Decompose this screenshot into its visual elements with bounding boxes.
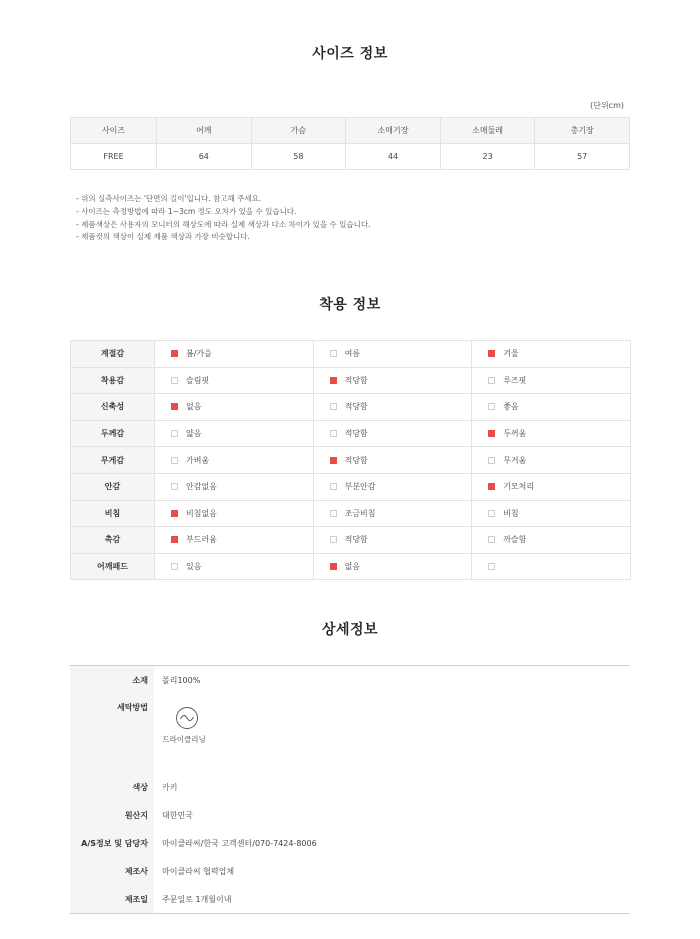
unchecked-box-icon bbox=[330, 510, 337, 517]
detail-row bbox=[70, 862, 630, 882]
wear-table bbox=[70, 340, 631, 580]
size-note: - 사이즈는 측정방법에 따라 1~3cm 정도 오차가 있을 수 있습니다. bbox=[76, 206, 297, 216]
wear-row-label: 무게감 bbox=[71, 447, 155, 474]
wear-row bbox=[71, 473, 631, 500]
unchecked-box-icon bbox=[488, 563, 495, 570]
detail-label: 소재 bbox=[132, 676, 148, 685]
wear-option-label: 루즈핏 bbox=[503, 375, 527, 385]
checked-box-icon bbox=[330, 457, 337, 464]
size-header-cell: 소매둘레 bbox=[440, 118, 535, 144]
wear-option bbox=[313, 527, 472, 554]
detail-row-material bbox=[70, 671, 630, 691]
detail-row bbox=[70, 834, 630, 854]
unchecked-box-icon bbox=[171, 483, 178, 490]
wear-option-label: 두꺼움 bbox=[503, 429, 527, 439]
wear-option bbox=[313, 394, 472, 421]
checked-box-icon bbox=[488, 483, 495, 490]
wear-row bbox=[71, 527, 631, 554]
wear-option bbox=[472, 367, 631, 394]
detail-info-title: 상세정보 bbox=[321, 622, 379, 638]
wear-row-label: 계절감 bbox=[71, 341, 155, 368]
unchecked-box-icon bbox=[488, 510, 495, 517]
wear-option-label: 안감없음 bbox=[186, 482, 217, 492]
wear-option-label: 적당함 bbox=[344, 535, 368, 545]
unchecked-box-icon bbox=[488, 457, 495, 464]
wear-option bbox=[313, 420, 472, 447]
wear-option-label: 없음 bbox=[186, 402, 202, 412]
unchecked-box-icon bbox=[330, 536, 337, 543]
wear-option-label: 적당함 bbox=[344, 375, 368, 385]
unchecked-box-icon bbox=[330, 483, 337, 490]
wear-option bbox=[155, 527, 314, 554]
wear-option bbox=[472, 527, 631, 554]
unchecked-box-icon bbox=[488, 377, 495, 384]
unchecked-box-icon bbox=[488, 536, 495, 543]
wear-option-label: 적당함 bbox=[344, 455, 368, 465]
dry-cleaning-icon bbox=[175, 706, 199, 730]
size-cell: 64 bbox=[157, 144, 252, 170]
detail-row-washing bbox=[70, 698, 630, 718]
size-note: - 위의 실측사이즈는 '단면의 길이'입니다. 참고해 주세요. bbox=[76, 194, 262, 203]
unchecked-box-icon bbox=[171, 563, 178, 570]
size-cell: 44 bbox=[346, 144, 441, 170]
size-table bbox=[70, 117, 630, 170]
wear-option-label: 슬림핏 bbox=[186, 375, 210, 385]
size-note: - 제품컷의 색상이 실제 제품 색상과 가장 비슷합니다. bbox=[76, 232, 250, 242]
checked-box-icon bbox=[488, 430, 495, 437]
detail-label: 색상 bbox=[132, 783, 148, 792]
wear-option bbox=[155, 500, 314, 527]
unchecked-box-icon bbox=[330, 403, 337, 410]
size-cell: 23 bbox=[440, 144, 535, 170]
size-cell: 58 bbox=[251, 144, 346, 170]
wear-option-label: 부분안감 bbox=[344, 482, 376, 492]
wear-option bbox=[155, 341, 314, 368]
detail-value: 폴리100% bbox=[162, 676, 201, 685]
detail-value: 카키 bbox=[162, 783, 178, 792]
unchecked-box-icon bbox=[171, 430, 178, 437]
size-table-header-row bbox=[71, 118, 630, 144]
wear-option bbox=[472, 394, 631, 421]
wear-option bbox=[313, 447, 472, 474]
wear-row bbox=[71, 394, 631, 421]
wear-row-label: 비침 bbox=[71, 500, 155, 527]
detail-label: A/S정보 및 담당자 bbox=[81, 839, 148, 848]
wear-option-label: 봄/가을 bbox=[186, 349, 212, 359]
checked-box-icon bbox=[171, 510, 178, 517]
wear-row-label: 두께감 bbox=[71, 420, 155, 447]
wear-option bbox=[313, 553, 472, 580]
wear-option bbox=[155, 367, 314, 394]
size-unit-label: (단위cm) bbox=[590, 101, 624, 110]
detail-label: 제조일 bbox=[124, 895, 148, 904]
wear-option bbox=[155, 420, 314, 447]
wear-row-label: 착용감 bbox=[71, 367, 155, 394]
detail-label: 제조사 bbox=[124, 867, 148, 876]
detail-row bbox=[70, 890, 630, 910]
wear-option-label: 부드러움 bbox=[186, 535, 217, 545]
wear-row bbox=[71, 500, 631, 527]
detail-label: 세탁방법 bbox=[117, 703, 148, 712]
wear-option bbox=[313, 500, 472, 527]
unchecked-box-icon bbox=[330, 350, 337, 357]
wear-row bbox=[71, 447, 631, 474]
wear-option-label: 비침 bbox=[503, 508, 519, 518]
detail-value: 대한민국 bbox=[162, 811, 193, 820]
wear-info-title: 착용 정보 bbox=[319, 297, 381, 313]
wear-row bbox=[71, 367, 631, 394]
size-header-cell: 소매기장 bbox=[346, 118, 441, 144]
wear-option bbox=[472, 553, 631, 580]
wash-method-label: 드라이클리닝 bbox=[162, 735, 206, 744]
wear-option-label: 여름 bbox=[344, 349, 361, 359]
wear-option-label: 있음 bbox=[186, 562, 202, 572]
size-info-title: 사이즈 정보 bbox=[312, 46, 388, 62]
detail-label: 원산지 bbox=[124, 811, 148, 820]
wear-option-label: 적당함 bbox=[344, 402, 368, 412]
detail-value: 마이클라씨 협력업체 bbox=[162, 867, 235, 876]
wear-option bbox=[472, 420, 631, 447]
wear-row bbox=[71, 420, 631, 447]
size-notes bbox=[76, 193, 371, 244]
checked-box-icon bbox=[330, 377, 337, 384]
detail-value: 주문일로 1개월이내 bbox=[162, 895, 232, 904]
detail-row bbox=[70, 806, 630, 826]
wear-option-label: 적당함 bbox=[344, 429, 368, 439]
unchecked-box-icon bbox=[171, 377, 178, 384]
wear-row-label: 안감 bbox=[71, 473, 155, 500]
wear-row-label: 어깨패드 bbox=[71, 553, 155, 580]
wear-option bbox=[472, 447, 631, 474]
size-header-cell: 사이즈 bbox=[71, 118, 157, 144]
wear-option-label: 얇음 bbox=[186, 429, 202, 439]
wear-row bbox=[71, 341, 631, 368]
detail-table bbox=[70, 665, 630, 914]
wear-option bbox=[313, 341, 472, 368]
wear-row bbox=[71, 553, 631, 580]
size-table-row bbox=[71, 144, 630, 170]
wash-method bbox=[162, 706, 212, 745]
unchecked-box-icon bbox=[488, 403, 495, 410]
wear-option bbox=[472, 473, 631, 500]
detail-value: 마이클라씨/한국 고객센터/070-7424-8006 bbox=[162, 839, 317, 848]
size-header-cell: 가슴 bbox=[251, 118, 346, 144]
wear-option-label: 가벼움 bbox=[186, 455, 210, 465]
wear-option-label: 좋음 bbox=[503, 402, 519, 412]
size-cell: 57 bbox=[535, 144, 630, 170]
checked-box-icon bbox=[330, 563, 337, 570]
wear-option bbox=[155, 394, 314, 421]
checked-box-icon bbox=[171, 403, 178, 410]
size-header-cell: 총기장 bbox=[535, 118, 630, 144]
size-note: - 제품색상은 사용자의 모니터의 해상도에 따라 실제 색상과 다소 차이가 있을 수 있습니다. bbox=[76, 219, 371, 229]
wear-option bbox=[313, 473, 472, 500]
unchecked-box-icon bbox=[171, 457, 178, 464]
size-header-cell: 어깨 bbox=[157, 118, 252, 144]
wear-option bbox=[155, 553, 314, 580]
checked-box-icon bbox=[171, 350, 178, 357]
wear-option bbox=[313, 367, 472, 394]
detail-row bbox=[70, 778, 630, 798]
wear-option-label: 없음 bbox=[344, 562, 361, 572]
wear-option-label: 까슬함 bbox=[503, 535, 527, 545]
wear-table-body bbox=[71, 341, 631, 580]
wear-option-label: 겨울 bbox=[503, 349, 519, 359]
wear-row-label: 신축성 bbox=[71, 394, 155, 421]
wear-option-label: 비침없음 bbox=[186, 508, 217, 518]
wear-option-label: 무거움 bbox=[503, 455, 527, 465]
unchecked-box-icon bbox=[330, 430, 337, 437]
wear-option bbox=[155, 447, 314, 474]
wear-option-label: 기모처리 bbox=[503, 482, 535, 492]
wear-row-label: 촉감 bbox=[71, 527, 155, 554]
checked-box-icon bbox=[171, 536, 178, 543]
wear-option bbox=[472, 341, 631, 368]
wear-option bbox=[472, 500, 631, 527]
checked-box-icon bbox=[488, 350, 495, 357]
wear-option-label: 조금비침 bbox=[344, 508, 376, 518]
wear-option bbox=[155, 473, 314, 500]
size-cell: FREE bbox=[71, 144, 157, 170]
